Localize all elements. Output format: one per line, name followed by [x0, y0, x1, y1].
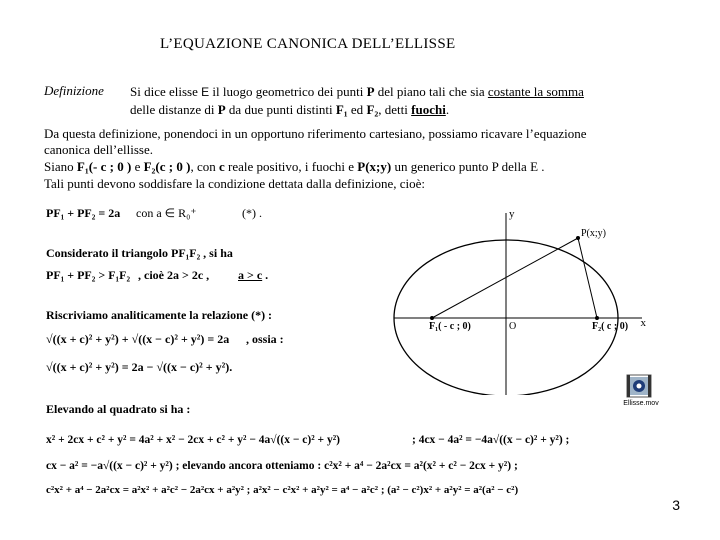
def-text-part: , detti — [378, 102, 412, 117]
definition-text — [130, 83, 584, 118]
final-equation: c²x² + a⁴ − 2a²cx = a²x² + a²c² − 2a²cx + a²y² ; a²x² − c²x² + a²y² = a⁴ − a²c² ; (a² − c²)x² + a²y² = a²(a² − c²) — [46, 484, 519, 496]
squaring-sentence: Elevando al quadrato si ha : — [46, 402, 191, 416]
segment-PF1 — [432, 238, 578, 318]
point-P-label: P(x;y) — [581, 228, 606, 239]
def-text-part: il luogo geometrico dei punti — [209, 84, 367, 99]
focus-F1-marker — [430, 316, 434, 320]
squared-equation-1-b: ; 4cx − 4a² = −4a√((x − c)² + y²) ; — [412, 434, 570, 446]
segment-PF2 — [578, 238, 597, 318]
intro-text: Siano — [44, 159, 77, 174]
focus-F1-label: F₁( - c ; 0) — [429, 321, 471, 332]
squared-equation-2: cx − a² = −a√((x − c)² + y²) ; elevando ancora otteniamo : c²x² + a⁴ − 2a²cx = a²(x² + c² − 2cx + y²) ; — [46, 460, 518, 472]
focus-F2-label: F₂( c ; 0) — [592, 321, 629, 332]
point-P: P — [366, 84, 375, 99]
intro-text: reale positivo, i fuochi e — [224, 159, 358, 174]
squared-equation-1: x² + 2cx + c² + y² = 4a² + x² − 2cx + c² + y² − 4a√((x − c)² + y²) — [46, 434, 341, 446]
inequality-dot: . — [262, 268, 269, 282]
def-text-part: Si dice elisse — [130, 84, 202, 99]
intro-line-2: canonica dell’ellisse. — [44, 142, 154, 157]
intro-text: e — [131, 159, 144, 174]
ellipse-diagram — [380, 205, 650, 395]
equation-star-label: (*) . — [242, 206, 262, 220]
def-text-part: delle distanze di — [130, 102, 218, 117]
page-number: 3 — [672, 497, 680, 513]
point-P-coords: P(x;y) — [357, 159, 392, 174]
definition-line-1 — [130, 83, 584, 101]
def-text-part: ed — [347, 102, 367, 117]
emphasis-underline: costante la somma — [487, 84, 584, 99]
intro-line-4: Tali punti devono soddisfare la condizione dettata dalla definizione, cioè: — [44, 176, 426, 191]
x-axis-label: x — [640, 317, 646, 329]
y-axis-label: y — [509, 208, 515, 220]
def-text-part: da due punti distinti — [225, 102, 336, 117]
inequality-cioe: , cioè 2a > 2c , — [138, 268, 210, 282]
a-gt-c: a > c — [238, 268, 263, 282]
def-text-part: del piano tali che sia — [374, 84, 488, 99]
inequality-a-gt-c — [238, 268, 268, 283]
point-P: P — [217, 102, 226, 117]
def-text-part: . — [445, 102, 450, 117]
intro-line-3 — [44, 159, 545, 175]
triangle-inequality: PF₁ + PF₂ > F₁F₂ — [46, 268, 131, 282]
page-title: L’EQUAZIONE CANONICA DELL’ELLISSE — [160, 36, 456, 52]
movie-file-icon[interactable] — [618, 374, 664, 410]
focus-F2-marker — [595, 316, 599, 320]
radical-equation-1: √((x + c)² + y²) + √((x − c)² + y²) = 2a — [46, 332, 230, 346]
intro-text: , con — [190, 159, 219, 174]
radical-equation-2-body: √((x + c)² + y²) = 2a − √((x − c)² + y²) — [46, 360, 230, 374]
focus-F1: F₁ — [335, 102, 348, 117]
radical-equation-2-tail: . — [229, 360, 233, 374]
origin-label: O — [509, 321, 517, 332]
set-symbol: E — [201, 85, 210, 99]
c-variable: c — [218, 159, 225, 174]
radical-equation-2 — [46, 360, 232, 375]
point-P-marker — [576, 236, 580, 240]
rewrite-sentence: Riscriviamo analiticamente la relazione (*) : — [46, 308, 273, 322]
focus-F2: F₂ — [366, 102, 379, 117]
equation-sum-distances: PF₁ + PF₂ = 2a — [46, 206, 121, 220]
intro-text: un generico punto P della E . — [391, 159, 545, 174]
equation-condition: con a ∈ R₀⁺ — [136, 206, 197, 220]
fuochi-term: fuochi — [411, 102, 446, 117]
definition-label: Definizione — [44, 83, 104, 98]
triangle-sentence: Considerato il triangolo PF₁F₂ , si ha — [46, 246, 233, 260]
movie-file-label: Ellisse.mov — [623, 400, 659, 407]
intro-line-1: Da questa definizione, ponendoci in un opportuno riferimento cartesiano, possiamo ricavare l’equazione — [44, 126, 587, 141]
ossia-label: , ossia : — [246, 332, 284, 346]
focus-F1-coords: F₁(- c ; 0 ) — [76, 159, 132, 174]
focus-F2-coords: F₂(c ; 0 ) — [143, 159, 191, 174]
definition-line-2 — [130, 101, 584, 118]
